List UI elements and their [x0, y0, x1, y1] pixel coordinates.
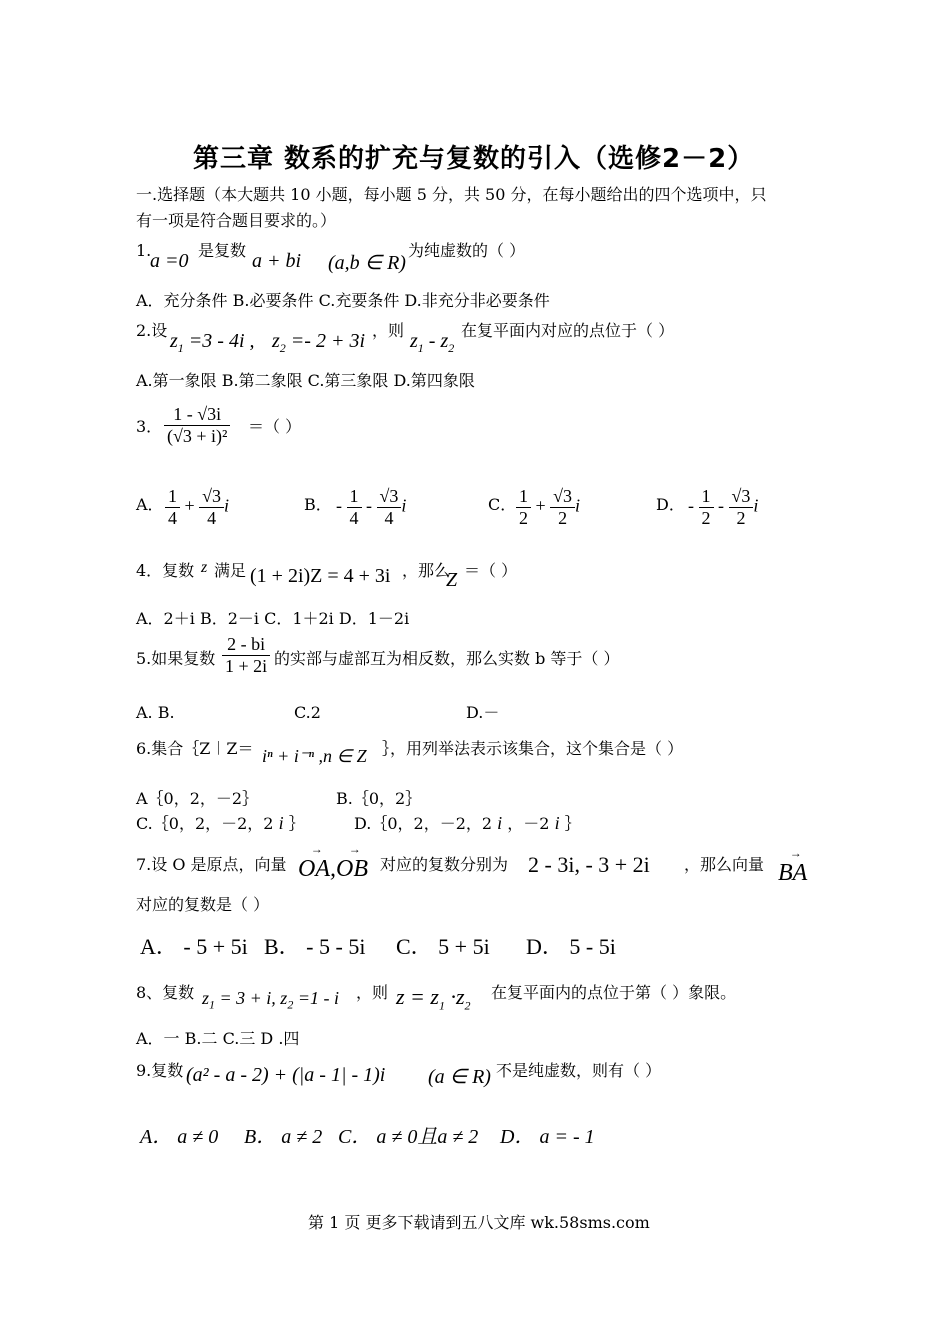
q2-prefix: 2.设: [136, 321, 168, 340]
q5-prefix: 5.如果复数: [136, 649, 216, 668]
q2-mid: ，则: [372, 321, 405, 340]
q1-options: A．充分条件 B.必要条件 C.充要条件 D.非充分非必要条件: [136, 291, 550, 310]
q9-prefix: 9.复数: [136, 1061, 184, 1080]
q4-text-1: 满足: [214, 561, 247, 580]
q6-option-c-end: ｝: [288, 814, 305, 833]
q8-prefix: 8、复数: [136, 983, 195, 1002]
q5-denominator: 1 + 2i: [225, 656, 268, 676]
q4-Z: Z: [446, 569, 458, 591]
q5-fraction: [222, 634, 270, 677]
q6-option-d-mid: ，－2: [507, 814, 550, 833]
q6-expression: iⁿ + i⁻ⁿ ,n ∈ Z: [262, 746, 367, 766]
q3-option-d-label: D．: [656, 495, 685, 514]
q3-option-a-label: A．: [136, 495, 164, 514]
q4-text-2: ，那么: [402, 561, 451, 580]
q5-option-ab: A. B.: [136, 703, 175, 722]
q9-range: (a ∈ R): [428, 1066, 491, 1088]
q1-text-2: 为纯虚数的（ ）: [408, 241, 526, 260]
q5-suffix: 的实部与虚部互为相反数，那么实数 b 等于（ ）: [274, 649, 620, 668]
intro-line-2: 有一项是符合题目要求的。）: [136, 211, 337, 230]
q3-option-c-label: C．: [488, 495, 517, 514]
q6-option-c: C.｛0，2，－2，2 i ｝: [136, 813, 305, 833]
q7-mid: 对应的复数分别为: [380, 855, 509, 874]
q3-option-b: - $\frac{1}{4}$ - $\frac{√3}{4}$ i: [336, 486, 407, 528]
q9-option-c: C． a ≠ 0且a ≠ 2: [338, 1126, 479, 1148]
q6-option-b: B.｛0，2｝: [336, 789, 422, 808]
q6-option-d: D.｛0，2，－2，2 i ，－2 i ｝: [354, 813, 581, 833]
q3-suffix: ＝（ ）: [248, 417, 302, 436]
q7-suffix: ，那么向量: [684, 855, 765, 874]
q7-option-d: D． 5 - 5i: [526, 934, 616, 959]
q8-expression-text: = 3 + i, z: [219, 988, 288, 1008]
q4-options: A．2＋i B．2－i C．1＋2i D．1－2i: [136, 609, 410, 628]
q5-numerator: 2 - bi: [222, 634, 270, 656]
q8-product: $z = z_1 \cdot z_2$: [396, 984, 471, 1013]
q7-vectors: → OA,→ OB: [298, 856, 368, 883]
q2-z1-value: =3 - 4i ,: [188, 330, 255, 352]
q8-z-eq: z = z: [396, 984, 439, 1009]
q7-line-2: 对应的复数是（ ）: [136, 895, 270, 914]
page-title: 第三章 数系的扩充与复数的引入（选修2－2）: [193, 144, 755, 174]
q3-option-c: $\frac{1}{2}$ + $\frac{√3}{2}$ i: [516, 486, 580, 529]
q8-options: A．一 B.二 C.三 D .四: [136, 1029, 300, 1048]
q2-z2-value: =- 2 + 3i: [290, 330, 366, 352]
q6-option-a: A｛0，2，－2｝: [136, 789, 259, 808]
q1-number: 1.: [136, 241, 152, 260]
q2-minus: -: [428, 330, 436, 352]
q7-values: 2 - 3i, - 3 + 2i: [528, 852, 650, 877]
q6-prefix: 6.集合｛Z︱Z＝: [136, 739, 254, 758]
q9-expression: (a² - a - 2) + (|a - 1| - 1)i: [186, 1064, 386, 1086]
q7-option-c: C． 5 + 5i: [396, 934, 490, 959]
q7-option-a: A． - 5 + 5i: [140, 934, 248, 959]
q3-denominator: (√3 + i)²: [167, 426, 228, 446]
q9-option-b: B． a ≠ 2: [244, 1126, 323, 1148]
q7-vector-ba: → BA: [778, 860, 807, 887]
q3-option-d: - $\frac{1}{2}$ - $\frac{√3}{2}$ i: [688, 486, 759, 528]
q2-suffix: 在复平面内对应的点位于（ ）: [461, 321, 675, 340]
q1-condition: a =0: [150, 250, 189, 272]
q4-expression: (1 + 2i)Z = 4 + 3i: [250, 565, 391, 587]
q3-numerator: 1 - √3i: [164, 404, 230, 426]
q4-z: z: [201, 559, 208, 576]
q1-range: (a,b ∈ R): [328, 252, 406, 274]
q7-option-b: B． - 5 - 5i: [264, 934, 366, 959]
q2-difference: $z_1 - z_2$: [410, 330, 455, 355]
q7-prefix: 7.设 O 是原点，向量: [136, 855, 287, 874]
q2-z1: $z_1 =3 - 4i$ ,: [170, 330, 255, 355]
q2-z2: $z_2 =- 2 + 3i$: [272, 330, 366, 355]
q9-option-d: D． a = - 1: [500, 1126, 595, 1148]
q3-option-b-label: B．: [304, 495, 332, 514]
q6-option-d-end: ｝: [564, 814, 581, 833]
q1-expression: a + bi: [252, 250, 302, 272]
q8-expression: $z_1 = 3 + i$, $z_2 =1 - i$: [202, 988, 339, 1012]
q5-option-d: D.－: [466, 703, 500, 722]
q3-fraction: [164, 404, 230, 447]
q3-option-a: $\frac{1}{4}$ + $\frac{√3}{4}$ i: [165, 486, 229, 529]
q8-expression-text-2: =1 - i: [297, 988, 339, 1008]
intro-line-1: 一.选择题（本大题共 10 小题，每小题 5 分，共 50 分，在每小题给出的四个选项中，只: [136, 185, 767, 204]
q8-dot: ·z: [450, 984, 465, 1009]
q3-number: 3．: [136, 417, 163, 436]
q4-text-3: ＝（ ）: [464, 561, 518, 580]
page-footer: 第 1 页 更多下载请到五八文库 wk.58sms.com: [308, 1213, 650, 1232]
q9-suffix: 不是纯虚数，则有（ ）: [496, 1061, 662, 1080]
q5-option-c: C.2: [294, 703, 321, 722]
q6-suffix: ｝，用列举法表示该集合，这个集合是（ ）: [382, 739, 684, 758]
q4-prefix: 4．复数: [136, 561, 195, 580]
q2-options: A.第一象限 B.第二象限 C.第三象限 D.第四象限: [136, 371, 475, 390]
q9-option-a: A． a ≠ 0: [140, 1126, 219, 1148]
q1-text-1: 是复数: [198, 241, 247, 260]
q8-suffix: 在复平面内的点位于第（ ）象限。: [491, 983, 737, 1002]
q8-mid: ，则: [356, 983, 389, 1002]
q6-option-c-text: C.｛0，2，－2，2: [136, 814, 274, 833]
q6-option-d-text: D.｛0，2，－2，2: [354, 814, 493, 833]
